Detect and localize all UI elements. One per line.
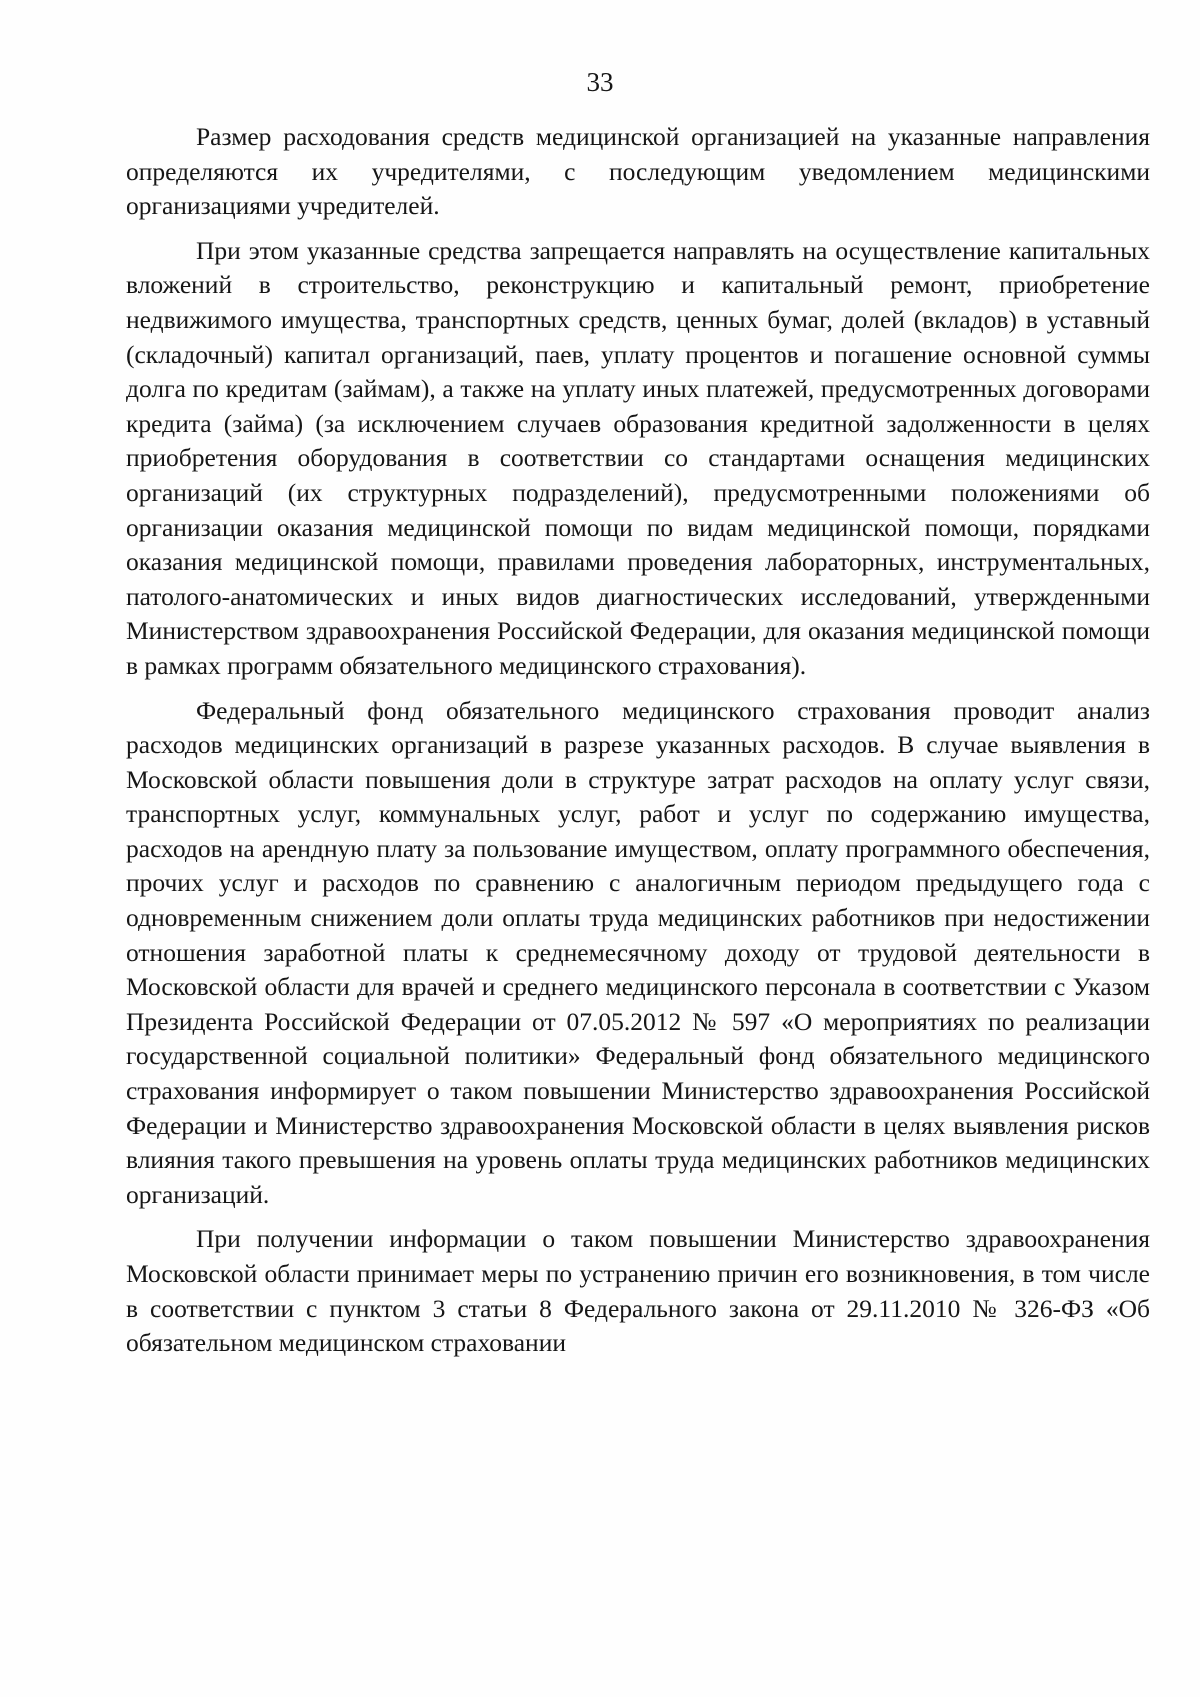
paragraph-ffoms-analysis: Федеральный фонд обязательного медицинского страхования проводит анализ расходов медицинских организаций в разрезе указанных расходов. В случае выявления в Московской области повышения доли в структуре затрат расходов на оплату услуг связи, транспортных услуг, коммунальных услуг, работ и услуг по содержанию имущества, расходов на арендную плату за пользование имуществом, оплату программного обеспечения, прочих услуг и расходов по сравнению с аналогичным периодом предыдущего года с одновременным снижением доли оплаты труда медицинских работников при недостижении отношения заработной платы к среднемесячному доходу от трудовой деятельности в Московской области для врачей и среднего медицинского персонала в соответствии с Указом Президента Российской Федерации от 07.05.2012 № 597 «О мероприятиях по реализации государственной социальной политики» Федеральный фонд обязательного медицинского страхования информирует о таком повышении Министерство здравоохранения Российской Федерации и Министерство здравоохранения Московской области в целях выявления рисков влияния такого превышения на уровень оплаты труда медицинских работников медицинских организаций.: [126, 695, 1150, 1209]
document-body: [126, 120, 1150, 1361]
paragraph-ministry-measures: При получении информации о таком повышении Министерство здравоохранения Московской области принимает меры по устранению причин его возникновения, в том числе в соответствии с пунктом 3 статьи 8 Федерального закона от 29.11.2010 № 326-ФЗ «Об обязательном медицинском страховании: [126, 1224, 1150, 1358]
page-number: 33: [586, 67, 614, 97]
paragraph-spending-restrictions: При этом указанные средства запрещается направлять на осуществление капитальных вложений в строительство, реконструкцию и капитальный ремонт, приобретение недвижимого имущества, транспортных средств, ценных бумаг, долей (вкладов) в уставный (складочный) капитал организаций, паев, уплату процентов и погашение основной суммы долга по кредитам (займам), а также на уплату иных платежей, предусмотренных договорами кредита (займа) (за исключением случаев образования кредитной задолженности в целях приобретения оборудования в соответствии со стандартами оснащения медицинских организаций (их структурных подразделений), предусмотренными положениями об организации оказания медицинской помощи по видам медицинской помощи, порядками оказания медицинской помощи, правилами проведения лабораторных, инструментальных, патолого-анатомических и иных видов диагностических исследований, утвержденными Министерством здравоохранения Российской Федерации, для оказания медицинской помощи в рамках программ обязательного медицинского страхования).: [126, 235, 1150, 680]
paragraph-spending-amount: Размер расходования средств медицинской организацией на указанные направления определяются их учредителями, с последующим уведомлением медицинскими организациями учредителей.: [126, 122, 1150, 221]
